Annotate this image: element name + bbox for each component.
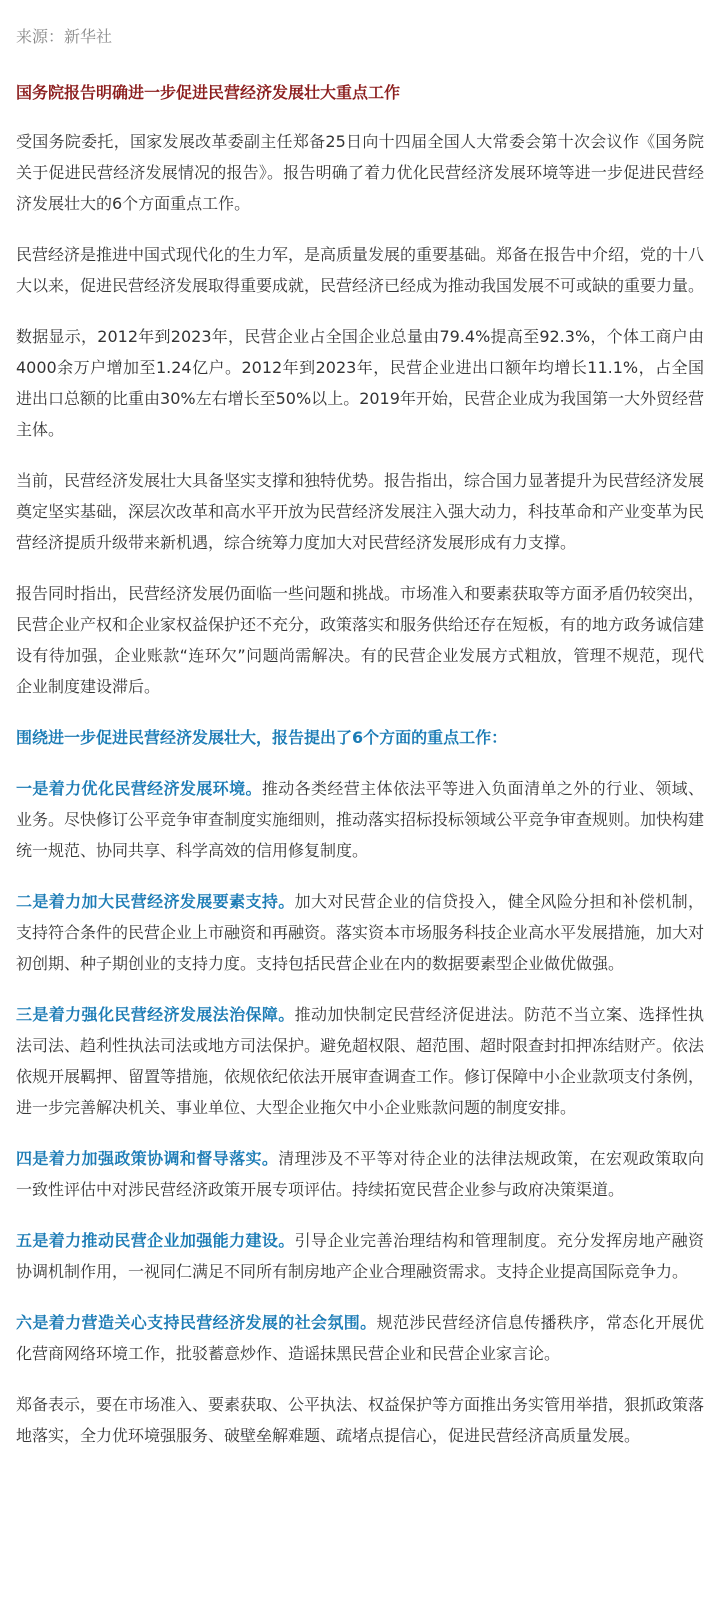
key-task-body: 清理涉及不平等对待企业的法律法规政策，在宏观政策取向一致性评估中对涉民营经济政策开展专项评估。持续拓宽民营企业参与政府决策渠道。 — [16, 1149, 704, 1199]
intro-paragraph-4: 当前，民营经济发展壮大具备坚实支撑和独特优势。报告指出，综合国力显著提升为民营经济发展奠定坚实基础，深层次改革和高水平开放为民营经济发展注入强大动力，科技革命和产业变革为民营经济提质升级带来新机遇，综合统筹力度加大对民营经济发展形成有力支撑。 — [16, 471, 705, 552]
key-task-body: 推动加快制定民营经济促进法。防范不当立案、选择性执法司法、趋利性执法司法或地方司法保护。避免超权限、超范围、超时限查封扣押冻结财产。依法依规开展羁押、留置等措施，依规依纪依法开展审查调查工作。修订保障中小企业款项支付条例，进一步完善解决机关、事业单位、大型企业拖欠中小企业账款问题的制度安排。 — [16, 1005, 705, 1117]
key-task-body: 规范涉民营经济信息传播秩序，常态化开展优化营商网络环境工作，批驳蓄意炒作、造谣抹黑民营企业和民营企业家言论。 — [16, 1313, 704, 1363]
key-task-2 — [16, 886, 704, 979]
key-task-lead: 三是着力强化民营经济发展法治保障。 — [16, 1005, 295, 1024]
key-task-5 — [16, 1225, 704, 1287]
key-task-lead: 二是着力加大民营经济发展要素支持。 — [16, 892, 295, 911]
key-task-3 — [16, 999, 704, 1123]
key-task-6 — [16, 1307, 704, 1369]
intro-paragraph-2: 民营经济是推进中国式现代化的生力军，是高质量发展的重要基础。郑备在报告中介绍，党的十八大以来，促进民营经济发展取得重要成就，民营经济已经成为推动我国发展不可或缺的重要力量。 — [16, 245, 705, 295]
intro-paragraph-1: 受国务院委托，国家发展改革委副主任郑备25日向十四届全国人大常委会第十次会议作《国务院关于促进民营经济发展情况的报告》。报告明确了着力优化民营经济发展环境等进一步促进民营经济发展壮大的6个方面重点工作。 — [16, 132, 704, 213]
article-headline: 国务院报告明确进一步促进民营经济发展壮大重点工作 — [16, 83, 401, 102]
key-task-body: 引导企业完善治理结构和管理制度。充分发挥房地产融资协调机制作用，一视同仁满足不同所有制房地产企业合理融资需求。支持企业提高国际竞争力。 — [16, 1231, 704, 1281]
intro-paragraph-5: 报告同时指出，民营经济发展仍面临一些问题和挑战。市场准入和要素获取等方面矛盾仍较突出，民营企业产权和企业家权益保护还不充分，政策落实和服务供给还存在短板，有的地方政务诚信建设有待加强，企业账款“连环欠”问题尚需解决。有的民营企业发展方式粗放，管理不规范，现代企业制度建设滞后。 — [16, 584, 705, 696]
key-task-lead: 五是着力推动民营企业加强能力建设。 — [16, 1231, 295, 1250]
key-task-4 — [16, 1143, 704, 1205]
key-task-body: 推动各类经营主体依法平等进入负面清单之外的行业、领域、业务。尽快修订公平竞争审查制度实施细则，推动落实招标投标领域公平竞争审查规则。加快构建统一规范、协同共享、科学高效的信用修复制度。 — [16, 779, 705, 860]
key-task-lead: 六是着力营造关心支持民营经济发展的社会氛围。 — [16, 1313, 377, 1332]
key-task-lead: 一是着力优化民营经济发展环境。 — [16, 779, 262, 798]
key-task-1 — [16, 773, 704, 866]
intro-paragraph-3: 数据显示，2012年到2023年，民营企业占全国企业总量由79.4%提高至92.3%，个体工商户由4000余万户增加至1.24亿户。2012年到2023年，民营企业进出口额年均增长11.1%，占全国进出口总额的比重由30%左右增长至50%以上。2019年开始，民营企业成为我国第一大外贸经营主体。 — [16, 327, 704, 439]
section-heading: 围绕进一步促进民营经济发展壮大，报告提出了6个方面的重点工作： — [16, 728, 508, 747]
key-task-body: 加大对民营企业的信贷投入，健全风险分担和补偿机制，支持符合条件的民营企业上市融资和再融资。落实资本市场服务科技企业高水平发展措施，加大对初创期、种子期创业的支持力度。支持包括民营企业在内的数据要素型企业做优做强。 — [16, 892, 705, 973]
key-task-lead: 四是着力加强政策协调和督导落实。 — [16, 1149, 279, 1168]
article-source: 来源：新华社 — [16, 27, 113, 46]
closing-paragraph: 郑备表示，要在市场准入、要素获取、公平执法、权益保护等方面推出务实管用举措，狠抓政策落地落实，全力优环境强服务、破壁垒解难题、疏堵点提信心，促进民营经济高质量发展。 — [16, 1395, 705, 1445]
